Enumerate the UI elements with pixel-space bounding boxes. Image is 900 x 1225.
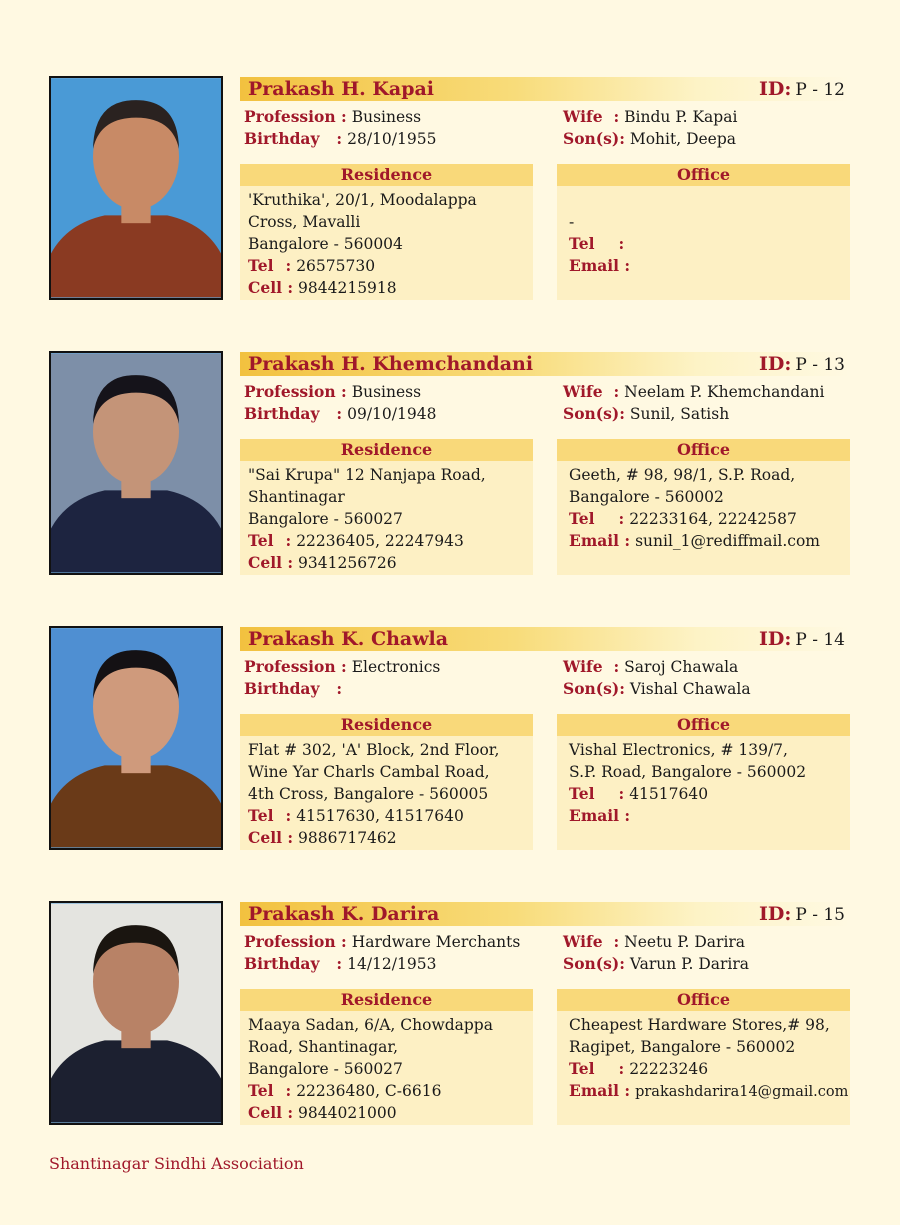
sons-value: Vishal Chawala <box>629 680 751 698</box>
id-label: ID: <box>758 353 792 375</box>
office-address-line: - <box>569 213 575 231</box>
wife-value: Neetu P. Darira <box>624 933 746 951</box>
wife-row <box>563 106 737 128</box>
office-email-row <box>569 1080 850 1103</box>
name-bar <box>240 352 850 376</box>
wife-label: Wife <box>563 932 603 951</box>
cell-label: Cell : <box>248 553 294 572</box>
member-entry <box>0 901 900 1129</box>
id-label: ID: <box>758 78 792 100</box>
office-email-row <box>569 530 850 552</box>
member-photo <box>49 351 223 575</box>
id-value: P - 13 <box>795 355 845 375</box>
tel-label: Tel <box>569 1059 595 1078</box>
birthday-value: 09/10/1948 <box>347 405 437 423</box>
residence-cell-row <box>248 1102 533 1124</box>
residence-address-line: Wine Yar Charls Cambal Road, <box>248 763 490 781</box>
wife-label: Wife <box>563 382 603 401</box>
office-body <box>557 736 850 827</box>
sons-value: Varun P. Darira <box>629 955 750 973</box>
photo-shirt <box>51 490 221 572</box>
birthday-label: Birthday <box>244 129 320 148</box>
email-label: Email : <box>569 531 631 550</box>
tel-label: Tel <box>248 256 274 275</box>
residence-body <box>240 186 533 299</box>
office-email-row <box>569 805 850 827</box>
birthday-row <box>244 128 436 150</box>
tel-colon: : <box>618 784 625 803</box>
sons-value: Mohit, Deepa <box>629 130 737 148</box>
residence-tel-row <box>248 805 533 827</box>
tel-colon: : <box>285 1081 292 1100</box>
residence-cell-value: 9886717462 <box>298 829 397 847</box>
office-address-line: S.P. Road, Bangalore - 560002 <box>569 763 807 781</box>
tel-colon: : <box>285 531 292 550</box>
birthday-row <box>244 953 436 975</box>
tel-label: Tel <box>248 1081 274 1100</box>
profession-label: Profession : <box>244 932 347 951</box>
residence-address-line: 'Kruthika', 20/1, Moodalappa <box>248 191 477 209</box>
profession-value: Electronics <box>351 658 441 676</box>
birthday-label: Birthday <box>244 404 320 423</box>
cell-label: Cell : <box>248 828 294 847</box>
wife-colon: : <box>613 107 620 126</box>
tel-colon: : <box>618 234 625 253</box>
tel-label: Tel <box>248 531 274 550</box>
name-bar <box>240 627 850 651</box>
portrait-image <box>51 628 221 848</box>
cell-label: Cell : <box>248 1103 294 1122</box>
office-heading: Office <box>557 439 850 461</box>
residence-tel-row <box>248 255 533 277</box>
office-tel-row <box>569 1058 850 1080</box>
residence-address-line: "Sai Krupa" 12 Nanjapa Road, <box>248 466 486 484</box>
email-label: Email : <box>569 806 631 825</box>
photo-shirt <box>51 215 221 297</box>
residence-tel-row <box>248 1080 533 1102</box>
tel-label: Tel <box>248 806 274 825</box>
name-bar <box>240 77 850 101</box>
id-label: ID: <box>758 628 792 650</box>
residence-tel-value: 41517630, 41517640 <box>296 807 464 825</box>
residence-tel-value: 26575730 <box>296 257 376 275</box>
residence-tel-value: 22236405, 22247943 <box>296 532 464 550</box>
email-label: Email : <box>569 1081 631 1100</box>
residence-address-line: Flat # 302, 'A' Block, 2nd Floor, <box>248 741 500 759</box>
residence-body <box>240 1011 533 1124</box>
office-address-line <box>569 189 850 211</box>
profession-value: Business <box>351 383 422 401</box>
office-address-line: Cheapest Hardware Stores,# 98, <box>569 1016 830 1034</box>
member-name: Prakash K. Darira <box>248 903 440 925</box>
office-address-line: Geeth, # 98, 98/1, S.P. Road, <box>569 466 796 484</box>
office-tel-value: 41517640 <box>629 785 709 803</box>
birthday-value: 28/10/1955 <box>347 130 437 148</box>
office-tel-row <box>569 508 850 530</box>
residence-tel-row <box>248 530 533 552</box>
profession-label: Profession : <box>244 657 347 676</box>
residence-body <box>240 736 533 849</box>
sons-label: Son(s): <box>563 129 625 148</box>
residence-body <box>240 461 533 574</box>
residence-address-line: Bangalore - 560027 <box>248 510 403 528</box>
profession-row <box>244 931 520 953</box>
member-id <box>759 352 845 377</box>
sons-row <box>563 678 751 700</box>
tel-colon: : <box>285 256 292 275</box>
wife-row <box>563 931 745 953</box>
tel-label: Tel <box>569 509 595 528</box>
office-heading: Office <box>557 714 850 736</box>
sons-row <box>563 953 749 975</box>
office-heading: Office <box>557 164 850 186</box>
sons-label: Son(s): <box>563 954 625 973</box>
residence-address-line: Cross, Mavalli <box>248 213 361 231</box>
tel-colon: : <box>618 1059 625 1078</box>
profession-row <box>244 381 421 403</box>
photo-shirt <box>51 765 221 847</box>
wife-colon: : <box>613 657 620 676</box>
sons-value: Sunil, Satish <box>629 405 730 423</box>
member-photo <box>49 901 223 1125</box>
office-body <box>557 1011 850 1103</box>
birthday-colon: : <box>336 954 343 973</box>
residence-heading: Residence <box>240 164 533 186</box>
tel-label: Tel <box>569 784 595 803</box>
birthday-value: 14/12/1953 <box>347 955 437 973</box>
birthday-label: Birthday <box>244 679 320 698</box>
wife-colon: : <box>613 382 620 401</box>
residence-heading: Residence <box>240 989 533 1011</box>
portrait-image <box>51 353 221 573</box>
office-tel-row <box>569 783 850 805</box>
id-value: P - 12 <box>795 80 845 100</box>
birthday-colon: : <box>336 129 343 148</box>
office-tel-value: 22223246 <box>629 1060 709 1078</box>
residence-panel <box>240 989 533 1125</box>
office-address-line: Bangalore - 560002 <box>569 488 724 506</box>
office-body <box>557 461 850 552</box>
residence-heading: Residence <box>240 439 533 461</box>
residence-tel-value: 22236480, C-6616 <box>296 1082 442 1100</box>
wife-value: Saroj Chawala <box>624 658 739 676</box>
office-address-line: Ragipet, Bangalore - 560002 <box>569 1038 796 1056</box>
profession-row <box>244 106 421 128</box>
residence-address-line: Bangalore - 560004 <box>248 235 403 253</box>
sons-row <box>563 128 736 150</box>
office-heading: Office <box>557 989 850 1011</box>
member-name: Prakash H. Khemchandani <box>248 353 534 375</box>
email-label: Email : <box>569 256 631 275</box>
wife-value: Bindu P. Kapai <box>624 108 738 126</box>
photo-shirt <box>51 1040 221 1122</box>
office-panel <box>557 989 850 1125</box>
office-panel <box>557 714 850 850</box>
office-tel-value: 22233164, 22242587 <box>629 510 797 528</box>
id-label: ID: <box>758 903 792 925</box>
sons-label: Son(s): <box>563 404 625 423</box>
tel-label: Tel <box>569 234 595 253</box>
member-entry <box>0 76 900 304</box>
id-value: P - 15 <box>795 905 845 925</box>
residence-cell-row <box>248 277 533 299</box>
wife-row <box>563 381 824 403</box>
office-email-value: prakashdarira14@gmail.com <box>635 1084 849 1100</box>
residence-address-line: 4th Cross, Bangalore - 560005 <box>248 785 489 803</box>
residence-address-line: Shantinagar <box>248 488 345 506</box>
profession-value: Hardware Merchants <box>351 933 521 951</box>
portrait-image <box>51 903 221 1123</box>
residence-address-line: Bangalore - 560027 <box>248 1060 403 1078</box>
member-name: Prakash H. Kapai <box>248 78 435 100</box>
tel-colon: : <box>618 509 625 528</box>
residence-panel <box>240 439 533 575</box>
residence-address-line: Road, Shantinagar, <box>248 1038 399 1056</box>
name-bar <box>240 902 850 926</box>
member-id <box>759 902 845 927</box>
residence-cell-row <box>248 827 533 849</box>
residence-panel <box>240 164 533 300</box>
birthday-label: Birthday <box>244 954 320 973</box>
birthday-colon: : <box>336 404 343 423</box>
residence-cell-row <box>248 552 533 574</box>
tel-colon: : <box>285 806 292 825</box>
wife-colon: : <box>613 932 620 951</box>
sons-label: Son(s): <box>563 679 625 698</box>
residence-heading: Residence <box>240 714 533 736</box>
member-entry <box>0 351 900 579</box>
footer-association-name: Shantinagar Sindhi Association <box>49 1154 304 1173</box>
office-body <box>557 186 850 277</box>
profession-label: Profession : <box>244 382 347 401</box>
wife-label: Wife <box>563 657 603 676</box>
office-address-line: Vishal Electronics, # 139/7, <box>569 741 788 759</box>
residence-address-line: Maaya Sadan, 6/A, Chowdappa <box>248 1016 493 1034</box>
office-tel-row <box>569 233 850 255</box>
wife-value: Neelam P. Khemchandani <box>624 383 825 401</box>
birthday-row <box>244 678 342 700</box>
profession-label: Profession : <box>244 107 347 126</box>
birthday-row <box>244 403 436 425</box>
office-panel <box>557 164 850 300</box>
residence-cell-value: 9844021000 <box>298 1104 397 1122</box>
residence-cell-value: 9844215918 <box>298 279 397 297</box>
member-id <box>759 627 845 652</box>
member-photo <box>49 76 223 300</box>
member-entry <box>0 626 900 854</box>
wife-row <box>563 656 738 678</box>
residence-cell-value: 9341256726 <box>298 554 397 572</box>
member-name: Prakash K. Chawla <box>248 628 449 650</box>
member-photo <box>49 626 223 850</box>
sons-row <box>563 403 729 425</box>
birthday-colon: : <box>336 679 343 698</box>
cell-label: Cell : <box>248 278 294 297</box>
office-email-row <box>569 255 850 277</box>
residence-panel <box>240 714 533 850</box>
profession-value: Business <box>351 108 422 126</box>
id-value: P - 14 <box>795 630 845 650</box>
office-email-value: sunil_1@rediffmail.com <box>635 532 821 550</box>
wife-label: Wife <box>563 107 603 126</box>
profession-row <box>244 656 440 678</box>
member-id <box>759 77 845 102</box>
portrait-image <box>51 78 221 298</box>
office-panel <box>557 439 850 575</box>
